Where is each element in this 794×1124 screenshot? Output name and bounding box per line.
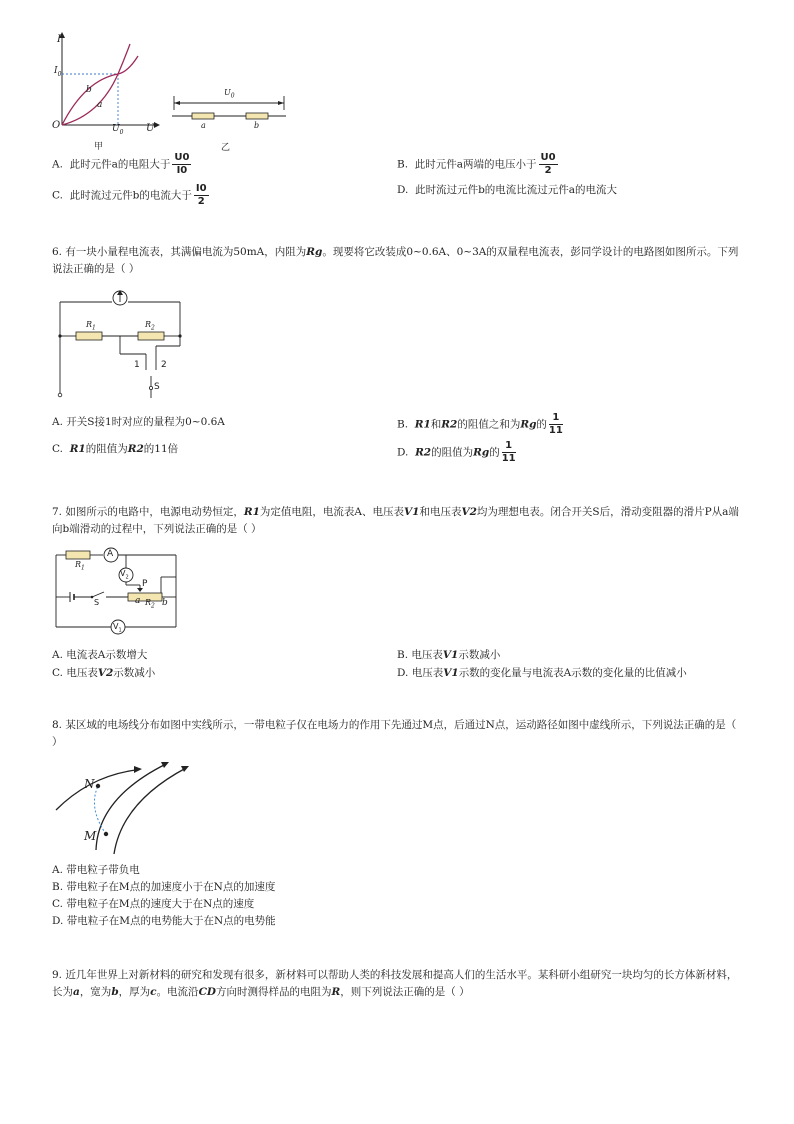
q5-option-c[interactable]: C. 此时流过元件b的电流大于 $\frac{I0}{2}$ <box>52 183 207 207</box>
origin-label: O <box>52 120 61 131</box>
q7-r2-label: $R_2$ <box>145 598 155 610</box>
fraction: $\frac{U0}{I0}$ <box>174 152 190 176</box>
iu-graph-figure <box>50 30 160 150</box>
q6-option-c[interactable]: C. R1的阻值为R2的11倍 <box>52 443 179 455</box>
fraction: $\frac{1}{11}$ <box>548 412 563 436</box>
q7-v1-label: $V_1$ <box>113 622 122 634</box>
q6-switch-label: S <box>154 382 160 392</box>
q5-option-a[interactable]: A. 此时元件a的电阻大于 $\frac{U0}{I0}$ <box>52 152 190 176</box>
yi-u0-label: $U_0$ <box>224 88 235 100</box>
q7-v2-label: $V_2$ <box>120 569 129 581</box>
q8-option-d[interactable]: D. 带电粒子在M点的电势能大于在N点的电势能 <box>52 915 276 927</box>
q7-terminal-b-label: b <box>162 598 168 608</box>
u0-label: $U_0$ <box>112 124 124 136</box>
q7-option-c[interactable]: C. 电压表V2示数减小 <box>52 667 156 679</box>
q8-option-a[interactable]: A. 带电粒子带负电 <box>52 864 140 876</box>
q7-r1-label: $R_1$ <box>75 560 85 572</box>
fraction: $\frac{1}{11}$ <box>501 440 516 464</box>
q6-option-b[interactable]: B. R1和R2的阻值之和为Rg的 $\frac{1}{11}$ <box>397 412 563 436</box>
figure-yi-label: 乙 <box>221 143 231 153</box>
figure-jia-label: 甲 <box>94 142 104 152</box>
q6-terminal-1-label: 1 <box>134 360 140 370</box>
q7-slider-label: P <box>142 579 148 589</box>
i0-label: $I_0$ <box>54 66 62 78</box>
q6-option-a[interactable]: A. 开关S接1时对应的量程为0~0.6A <box>52 416 225 428</box>
q6-circuit-figure <box>52 284 192 402</box>
axis-u-label: U <box>146 123 155 134</box>
q7-switch-label: S <box>94 598 100 607</box>
q9-stem: 9. 近几年世界上对新材料的研究和发现有很多，新材料可以帮助人类的科技发展和提高人们的生活水平。某科研小组研究一块均匀的长方体新材料，长为a，宽为b，厚为c。电流沿CD方向时测得样品的电阻为R，则下列说法正确的是（ ） <box>52 969 738 998</box>
yi-b-label: b <box>254 121 260 130</box>
fraction: $\frac{U0}{2}$ <box>540 152 556 176</box>
curve-b-label: b <box>86 85 92 95</box>
q8-point-m-label: M <box>84 829 97 843</box>
q6-r2-label: $R_2$ <box>145 320 155 332</box>
q6-r1-label: $R_1$ <box>86 320 96 332</box>
fraction: $\frac{I0}{2}$ <box>195 183 207 207</box>
q7-option-d[interactable]: D. 电压表V1示数的变化量与电流表A示数的变化量的比值减小 <box>397 667 687 679</box>
q8-point-n-label: N <box>84 777 95 791</box>
q7-stem: 7. 如图所示的电路中，电源电动势恒定，R1为定值电阻，电流表A、电压表V1和电压表V2均为理想电表。闭合开关S后，滑动变阻器的滑片P从a端向b端滑动的过程中，下列说法正确的是（ ） <box>52 506 739 535</box>
q8-option-b[interactable]: B. 带电粒子在M点的加速度小于在N点的加速度 <box>52 881 276 893</box>
q8-option-c[interactable]: C. 带电粒子在M点的速度大于在N点的速度 <box>52 898 255 910</box>
q7-terminal-a-label: a <box>135 596 141 606</box>
q5-option-b[interactable]: B. 此时元件a两端的电压小于 $\frac{U0}{2}$ <box>397 152 556 176</box>
q5-option-d[interactable]: D. 此时流过元件b的电流比流过元件a的电流大 <box>397 184 618 196</box>
q6-terminal-2-label: 2 <box>161 360 167 370</box>
yi-a-label: a <box>201 121 206 130</box>
curve-a-label: a <box>97 100 103 110</box>
q6-option-d[interactable]: D. R2的阻值为Rg的 $\frac{1}{11}$ <box>397 440 516 464</box>
q7-option-b[interactable]: B. 电压表V1示数减小 <box>397 649 501 661</box>
q7-ammeter-label: A <box>107 549 114 559</box>
q8-stem: 8. 某区域的电场线分布如图中实线所示，一带电粒子仅在电场力的作用下先通过M点，后通过N点，运动路径如图中虚线所示，下列说法正确的是（ ） <box>52 719 737 748</box>
q8-field-lines-figure <box>50 758 200 858</box>
axis-i-label: I <box>57 34 61 45</box>
q6-stem: 6. 有一块小量程电流表，其满偏电流为50mA，内阻为Rg。现要将它改装成0~0.6A、0~3A的双量程电流表，彭同学设计的电路图如图所示。下列说法正确的是（ ） <box>52 246 739 275</box>
q7-option-a[interactable]: A. 电流表A示数增大 <box>52 649 148 661</box>
